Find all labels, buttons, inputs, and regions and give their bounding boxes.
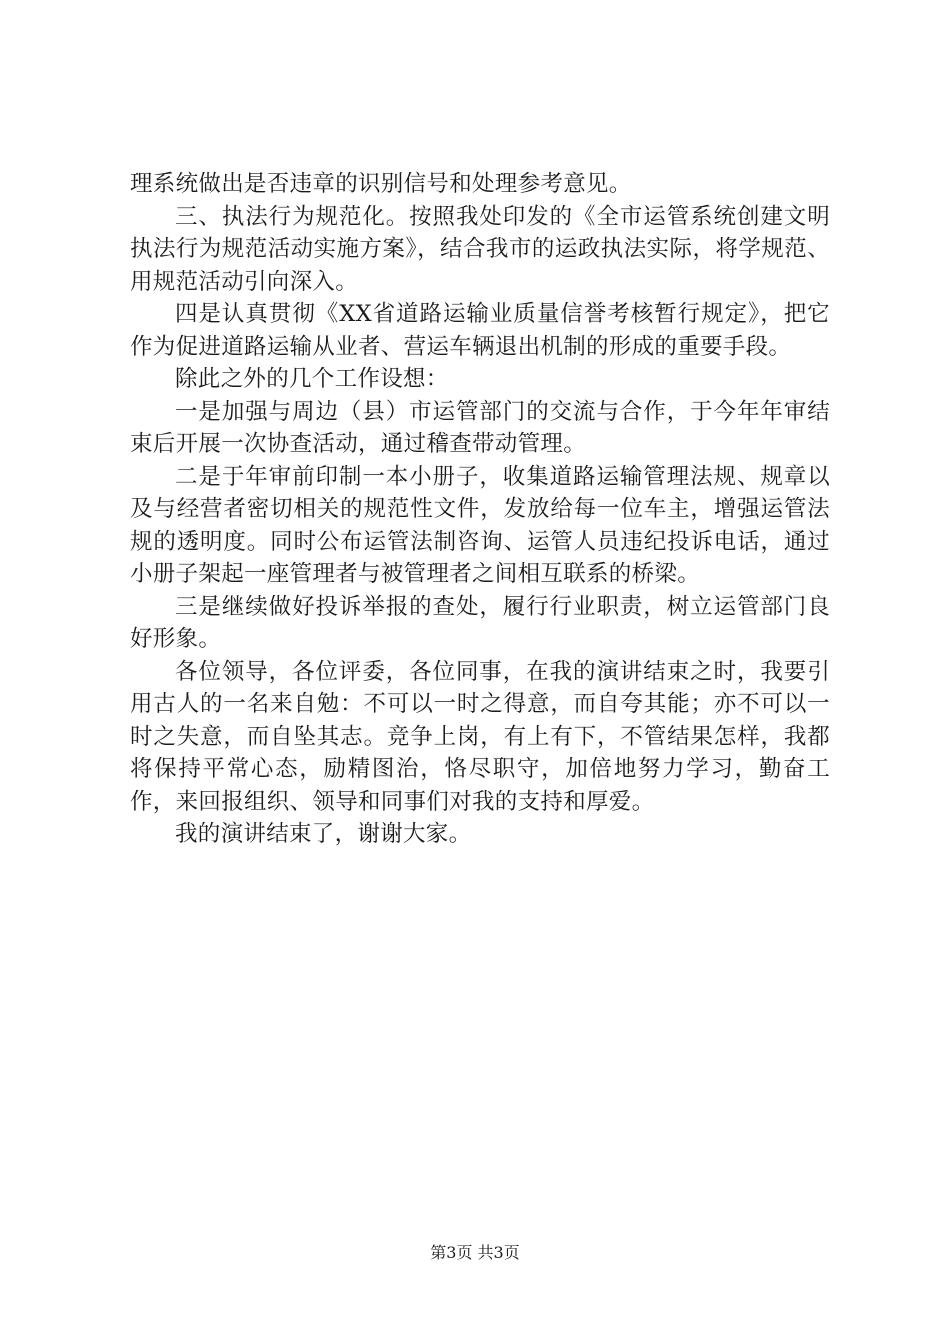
- paragraph-3: 四是认真贯彻《XX省道路运输业质量信誉考核暂行规定》，把它作为促进道路运输从业者、营运车辆退出机制的形成的重要手段。: [130, 301, 830, 360]
- paragraph-4: 除此之外的几个工作设想：: [175, 366, 449, 392]
- document-body: [130, 168, 830, 851]
- paragraph-6: 二是于年审前印制一本小册子，收集道路运输管理法规、规章以及与经营者密切相关的规范性文件，发放给每一位车主，增强运管法规的透明度。同时公布运管法制咨询、运管人员违纪投诉电话，通过小册子架起一座管理者与被管理者之间相互联系的桥梁。: [130, 463, 830, 587]
- paragraph-9: 我的演讲结束了，谢谢大家。: [175, 821, 472, 847]
- page-number-footer: 第3页 共3页: [430, 1243, 520, 1262]
- paragraph-1: 理系统做出是否违章的识别信号和处理参考意见。: [130, 171, 632, 197]
- paragraph-7: 三是继续做好投诉举报的查处，履行行业职责，树立运管部门良好形象。: [130, 593, 830, 652]
- paragraph-8: 各位领导，各位评委，各位同事，在我的演讲结束之时，我要引用古人的一名来自勉：不可以一时之得意，而自夸其能；亦不可以一时之失意，而自坠其志。竞争上岗，有上有下，不管结果怎样，我都将保持平常心态，励精图治，恪尽职守，加倍地努力学习，勤奋工作，来回报组织、领导和同事们对我的支持和厚爱。: [130, 658, 830, 815]
- paragraph-2: 三、执法行为规范化。按照我处印发的《全市运管系统创建文明执法行为规范活动实施方案》，结合我市的运政执法实际，将学规范、用规范活动引向深入。: [130, 203, 830, 295]
- paragraph-5: 一是加强与周边（县）市运管部门的交流与合作，于今年年审结束后开展一次协查活动，通过稽查带动管理。: [130, 398, 830, 457]
